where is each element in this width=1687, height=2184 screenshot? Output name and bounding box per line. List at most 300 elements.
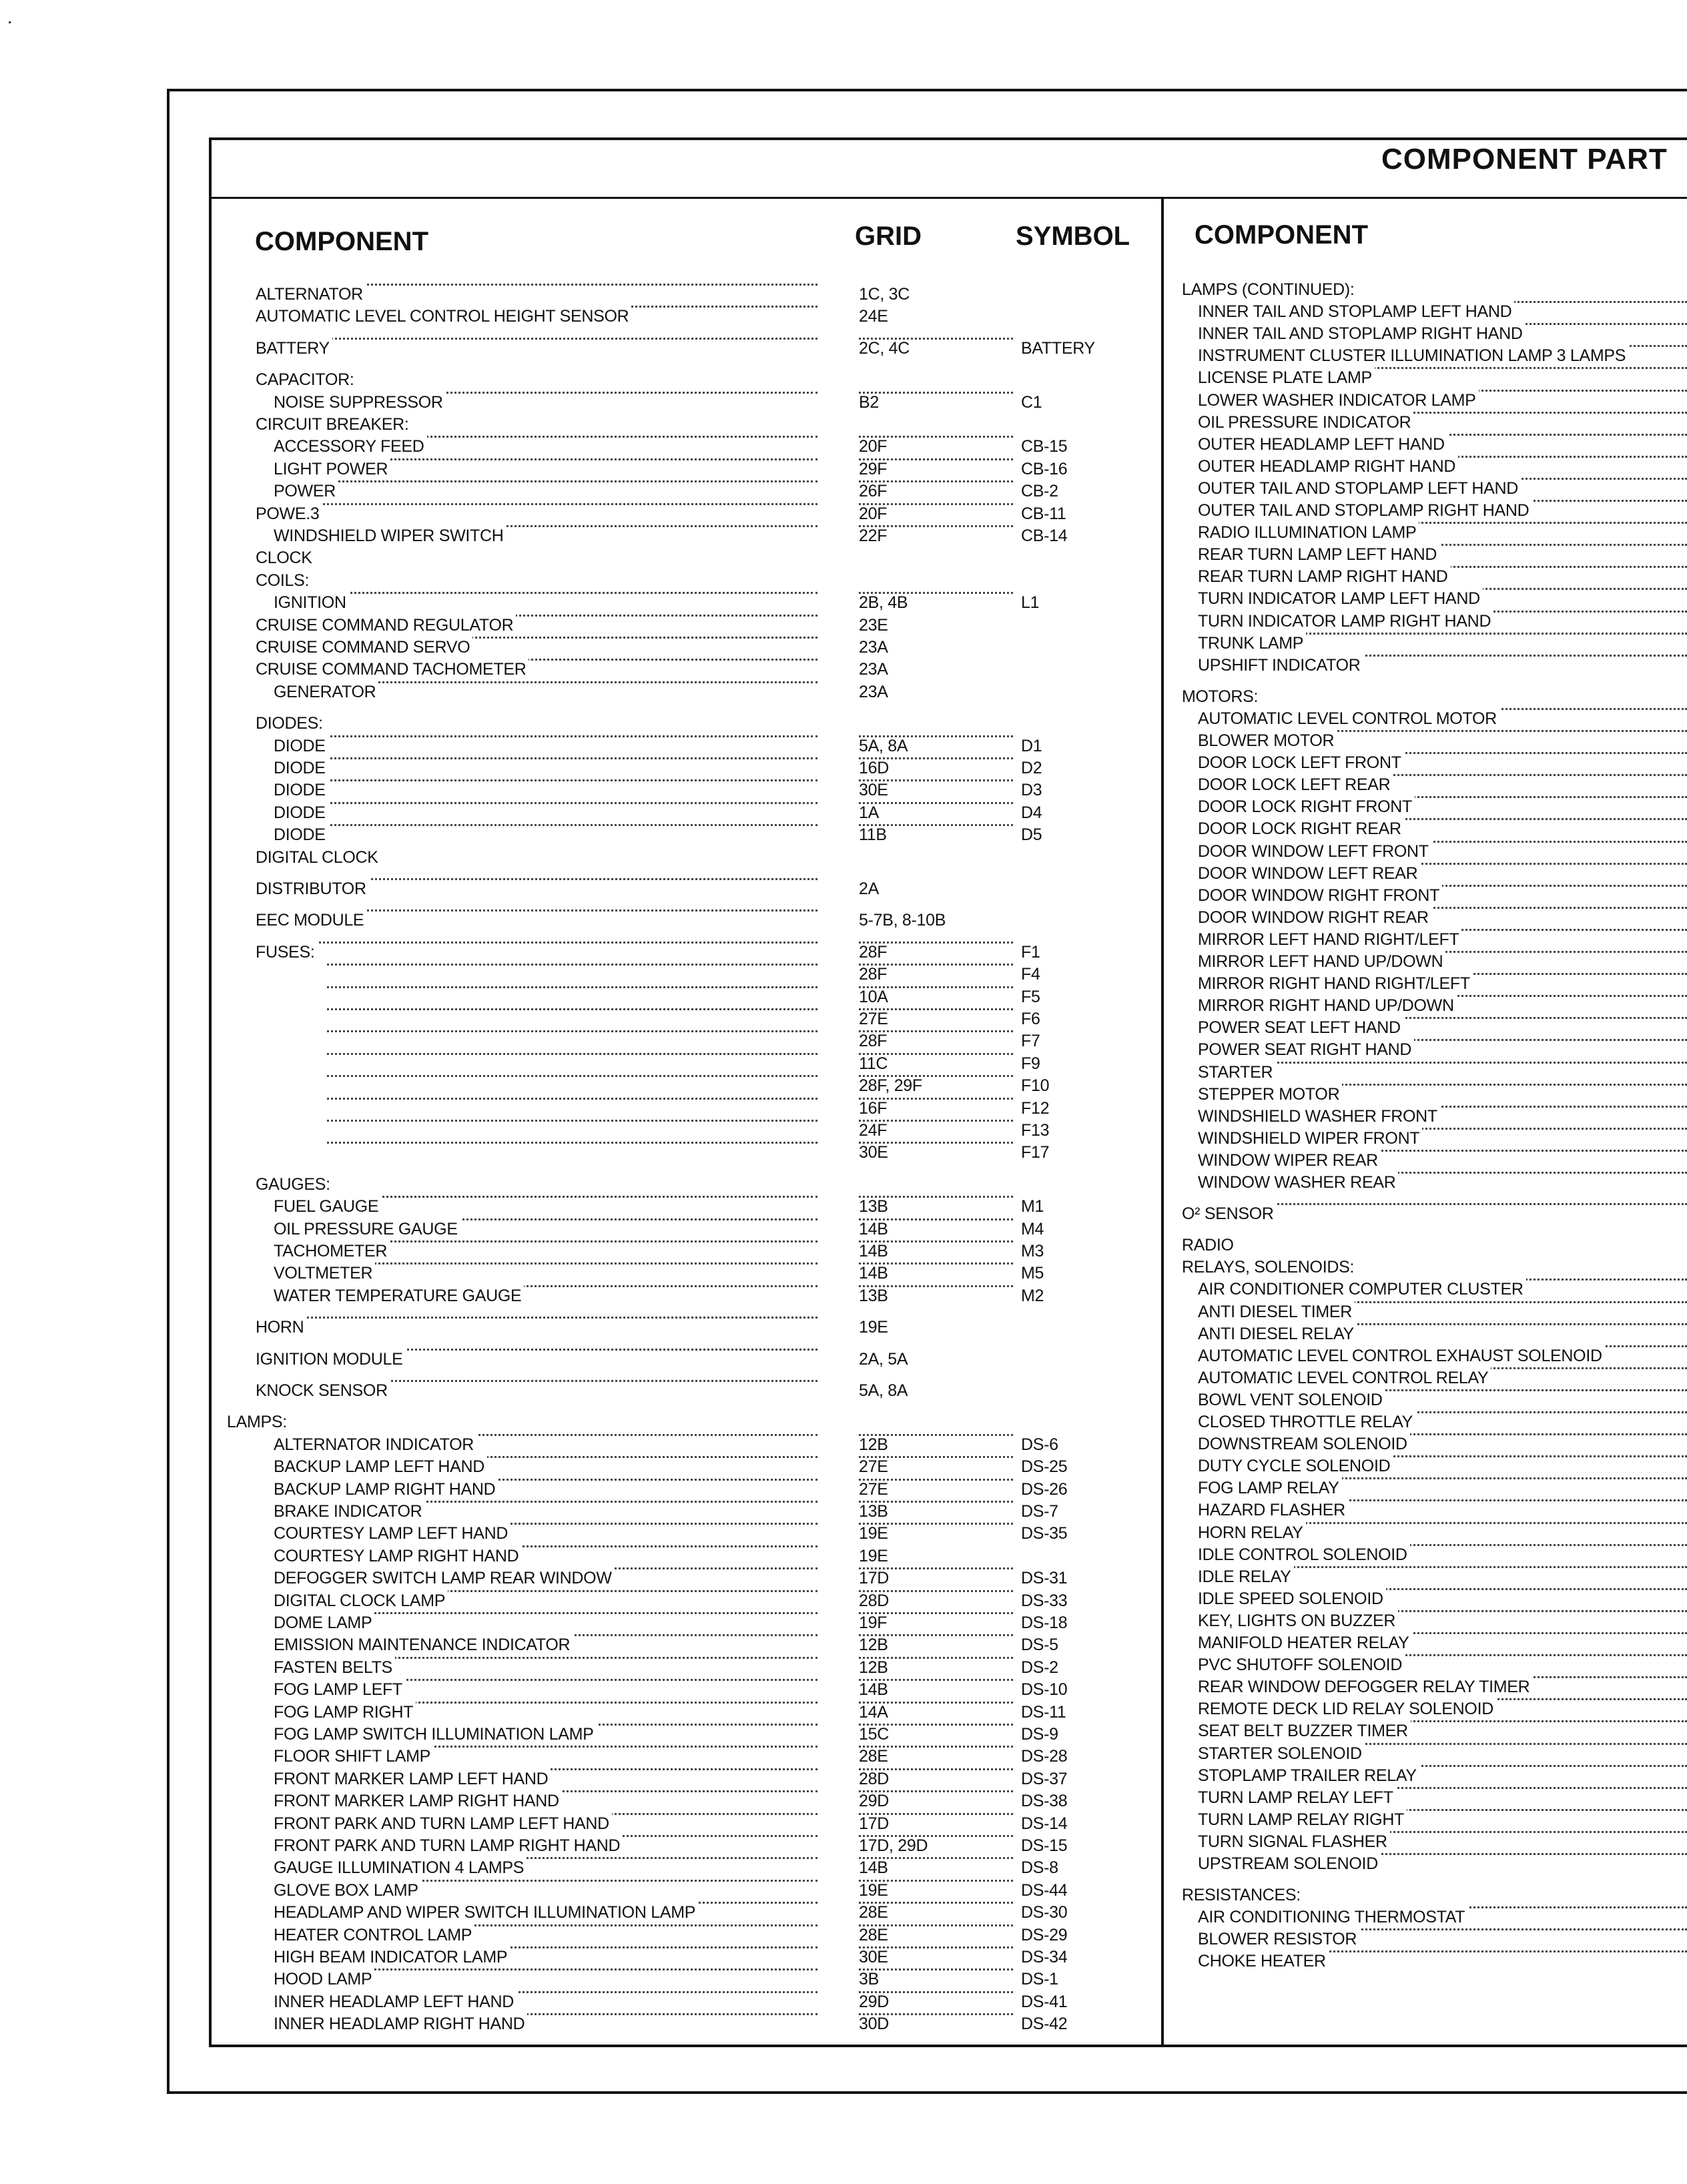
symbol-ref: F10 — [1021, 1076, 1050, 1096]
symbol-ref: M3 — [1021, 1242, 1044, 1260]
component-row — [0, 1084, 1687, 1106]
component-row — [0, 1367, 1687, 1389]
component-row — [0, 973, 1687, 995]
component-name: GAUGE ILLUMINATION 4 LAMPS — [274, 1857, 527, 1879]
component-row — [0, 1279, 1687, 1301]
grid-ref: 28D — [859, 1769, 889, 1788]
component-name: DIGITAL CLOCK — [256, 847, 381, 869]
component-name: TURN LAMP RELAY LEFT — [1198, 1787, 1396, 1809]
component-row — [0, 611, 1687, 633]
component-name: INSTRUMENT CLUSTER ILLUMINATION LAMP 3 LAMPS — [1198, 345, 1628, 367]
symbol-ref: DS-31 — [1021, 1569, 1068, 1588]
grid-ref: 22F — [859, 526, 888, 545]
component-name: WINDOW WIPER REAR — [1198, 1150, 1381, 1172]
component-name: BACKUP LAMP RIGHT HAND — [274, 1479, 498, 1501]
component-name: CHOKE HEATER — [1198, 1950, 1329, 1972]
component-row — [0, 841, 1687, 863]
title-rule — [209, 197, 1687, 199]
grid-ref: 14B — [859, 1219, 888, 1238]
component-name: FRONT MARKER LAMP LEFT HAND — [274, 1768, 551, 1790]
right-component-header: COMPONENT — [1195, 220, 1368, 250]
component-name: INNER TAIL AND STOPLAMP LEFT HAND — [1198, 301, 1514, 323]
grid-ref: 23A — [859, 682, 888, 701]
component-name: MIRROR LEFT HAND UP/DOWN — [1198, 951, 1445, 973]
component-name: CRUISE COMMAND REGULATOR — [256, 615, 516, 637]
component-name: FUSES: — [256, 942, 318, 964]
component-row — [0, 1433, 1687, 1455]
component-name: WINDSHIELD WIPER FRONT — [1198, 1128, 1422, 1150]
grid-ref: 2A — [859, 879, 879, 898]
component-name: CRUISE COMMAND TACHOMETER — [256, 659, 529, 681]
component-row — [0, 1588, 1687, 1610]
component-row — [0, 301, 1687, 323]
component-name: TACHOMETER — [274, 1240, 390, 1262]
grid-ref: 19E — [859, 1318, 888, 1337]
component-name: BRAKE INDICATOR — [274, 1501, 424, 1523]
component-name: POWE.3 — [256, 503, 322, 525]
symbol-ref: CB-11 — [1021, 504, 1066, 523]
component-row — [0, 1906, 1687, 1928]
component-name: AUTOMATIC LEVEL CONTROL EXHAUST SOLENOID — [1198, 1345, 1605, 1367]
component-name: INNER TAIL AND STOPLAMP RIGHT HAND — [1198, 323, 1526, 345]
grid-ref: 28F, 29F — [859, 1076, 922, 1096]
component-name: COILS: — [256, 570, 312, 592]
component-row — [0, 1301, 1687, 1323]
grid-ref: 28F — [859, 942, 888, 962]
component-name: LOWER WASHER INDICATOR LAMP — [1198, 390, 1479, 412]
grid-ref: 23A — [859, 660, 888, 679]
component-row — [0, 412, 1687, 434]
symbol-ref: CB-15 — [1021, 437, 1068, 456]
symbol-ref: F17 — [1021, 1143, 1050, 1162]
component-name: RELAYS, SOLENOIDS: — [1182, 1256, 1357, 1279]
symbol-ref: D5 — [1021, 825, 1042, 845]
component-name: AUTOMATIC LEVEL CONTROL HEIGHT SENSOR — [256, 306, 631, 328]
component-row — [0, 1610, 1687, 1632]
component-name: CLOCK — [256, 547, 315, 569]
component-name: POWER SEAT RIGHT HAND — [1198, 1039, 1414, 1061]
component-row — [0, 1928, 1687, 1950]
grid-ref: 12B — [859, 1635, 888, 1655]
component-row — [0, 1128, 1687, 1150]
component-name: DOME LAMP — [274, 1612, 374, 1634]
grid-ref: 30E — [859, 781, 888, 800]
component-name: FRONT PARK AND TURN LAMP LEFT HAND — [274, 1813, 612, 1835]
symbol-ref: DS-25 — [1021, 1457, 1068, 1477]
page-title: COMPONENT PART — [1381, 143, 1668, 175]
grid-ref: 14A — [859, 1702, 888, 1722]
symbol-ref: DS-37 — [1021, 1769, 1068, 1788]
component-row — [0, 1566, 1687, 1588]
grid-ref: 11C — [859, 1054, 888, 1073]
component-row — [0, 1787, 1687, 1809]
component-name: GLOVE BOX LAMP — [274, 1880, 421, 1902]
component-row — [0, 752, 1687, 774]
symbol-ref: M5 — [1021, 1264, 1044, 1283]
component-name: DUTY CYCLE SOLENOID — [1198, 1455, 1393, 1477]
component-row — [0, 1039, 1687, 1061]
component-row — [0, 434, 1687, 456]
component-row — [0, 1720, 1687, 1742]
component-name: MIRROR RIGHT HAND RIGHT/LEFT — [1198, 973, 1473, 995]
symbol-ref: D1 — [1021, 736, 1042, 755]
grid-ref: 5A, 8A — [859, 1381, 908, 1400]
component-name: PVC SHUTOFF SOLENOID — [1198, 1654, 1405, 1676]
grid-ref: 27E — [859, 1457, 888, 1477]
grid-ref: 15C — [859, 1725, 889, 1744]
symbol-ref: DS-28 — [1021, 1747, 1068, 1766]
component-name: BACKUP LAMP LEFT HAND — [274, 1456, 487, 1478]
component-row — [0, 390, 1687, 412]
component-name: REAR TURN LAMP RIGHT HAND — [1198, 566, 1451, 588]
component-name: IGNITION MODULE — [256, 1349, 406, 1371]
symbol-ref: DS-18 — [1021, 1613, 1068, 1632]
grid-ref: 28E — [859, 1925, 888, 1944]
component-name: TURN SIGNAL FLASHER — [1198, 1831, 1390, 1853]
component-name: LAMPS (CONTINUED): — [1182, 279, 1357, 301]
symbol-ref: DS-26 — [1021, 1479, 1068, 1499]
symbol-ref: CB-14 — [1021, 526, 1068, 545]
grid-ref: 17D — [859, 1814, 889, 1833]
component-name: CIRCUIT BREAKER: — [256, 414, 412, 436]
component-name: OUTER HEADLAMP RIGHT HAND — [1198, 456, 1458, 478]
component-row — [0, 1234, 1687, 1256]
symbol-ref: F13 — [1021, 1121, 1050, 1140]
component-name: DOOR LOCK RIGHT REAR — [1198, 818, 1404, 840]
grid-ref: 24F — [859, 1121, 888, 1140]
grid-ref: 28E — [859, 1747, 888, 1766]
grid-ref: 2C, 4C — [859, 338, 910, 358]
component-name: ALTERNATOR — [256, 284, 366, 306]
component-name: IDLE RELAY — [1198, 1566, 1294, 1588]
symbol-ref: DS-35 — [1021, 1524, 1068, 1543]
component-name: DOOR LOCK LEFT REAR — [1198, 774, 1393, 796]
symbol-ref: F9 — [1021, 1054, 1040, 1073]
component-name: IDLE SPEED SOLENOID — [1198, 1588, 1386, 1610]
grid-ref: 5-7B, 8-10B — [859, 911, 946, 930]
component-name: STOPLAMP TRAILER RELAY — [1198, 1765, 1419, 1787]
component-name: EMISSION MAINTENANCE INDICATOR — [274, 1634, 573, 1656]
symbol-ref: D2 — [1021, 759, 1042, 777]
component-row — [0, 1203, 1687, 1225]
component-row — [0, 907, 1687, 929]
symbol-ref: F7 — [1021, 1032, 1040, 1051]
component-row — [0, 655, 1687, 677]
component-row — [0, 1150, 1687, 1172]
component-name: NOISE SUPPRESSOR — [274, 392, 446, 414]
component-row — [0, 730, 1687, 752]
symbol-ref: DS-11 — [1021, 1702, 1066, 1722]
component-name: FRONT MARKER LAMP RIGHT HAND — [274, 1790, 562, 1812]
component-row — [0, 1831, 1687, 1853]
component-name: ANTI DIESEL RELAY — [1198, 1323, 1357, 1345]
component-row — [0, 588, 1687, 610]
component-row — [0, 1654, 1687, 1676]
grid-ref: 28D — [859, 1591, 889, 1610]
symbol-ref: DS-2 — [1021, 1658, 1058, 1677]
grid-ref: 19F — [859, 1613, 888, 1632]
grid-ref: 16F — [859, 1098, 888, 1118]
grid-ref: 23E — [859, 615, 888, 635]
component-row — [0, 1884, 1687, 1906]
grid-ref: 16D — [859, 759, 889, 777]
component-name: VOLTMETER — [274, 1262, 375, 1285]
component-name: MOTORS: — [1182, 686, 1261, 708]
symbol-ref: F5 — [1021, 987, 1040, 1006]
grid-ref: 5A, 8A — [859, 736, 908, 755]
component-name: IGNITION — [274, 592, 349, 614]
component-name: AIR CONDITIONER COMPUTER CLUSTER — [1198, 1279, 1526, 1301]
grid-ref: 3B — [859, 1970, 879, 1989]
component-name: IDLE CONTROL SOLENOID — [1198, 1544, 1410, 1566]
component-name: SEAT BELT BUZZER TIMER — [1198, 1720, 1411, 1742]
grid-ref: 28E — [859, 1903, 888, 1922]
component-row — [0, 929, 1687, 951]
component-row — [0, 1544, 1687, 1566]
component-name: DIGITAL CLOCK LAMP — [274, 1590, 448, 1612]
component-name: WATER TEMPERATURE GAUGE — [274, 1285, 524, 1307]
component-name: FUEL GAUGE — [274, 1196, 381, 1218]
component-name: AUTOMATIC LEVEL CONTROL RELAY — [1198, 1367, 1491, 1389]
component-name: STEPPER MOTOR — [1198, 1084, 1342, 1106]
component-name: HIGH BEAM INDICATOR LAMP — [274, 1946, 510, 1968]
component-row — [0, 774, 1687, 796]
grid-ref: 2A, 5A — [859, 1349, 908, 1369]
component-row — [0, 1477, 1687, 1499]
grid-ref: 2B, 4B — [859, 593, 908, 613]
component-name: TURN LAMP RELAY RIGHT — [1198, 1809, 1407, 1831]
symbol-ref: L1 — [1021, 593, 1040, 613]
component-name: DIODE — [274, 779, 328, 801]
symbol-ref: DS-41 — [1021, 1992, 1068, 2011]
component-name: CRUISE COMMAND SERVO — [256, 637, 472, 659]
symbol-ref: M1 — [1021, 1197, 1044, 1216]
component-row — [0, 478, 1687, 500]
component-row — [0, 1389, 1687, 1411]
symbol-ref: F6 — [1021, 1010, 1040, 1028]
grid-ref: 12B — [859, 1658, 888, 1677]
grid-ref: 13B — [859, 1502, 888, 1521]
component-name: INNER HEADLAMP RIGHT HAND — [274, 2013, 527, 2035]
component-name: DIODE — [274, 824, 328, 846]
grid-ref: 17D, 29D — [859, 1836, 928, 1855]
component-row — [0, 1765, 1687, 1787]
component-name: MIRROR LEFT HAND RIGHT/LEFT — [1198, 929, 1461, 951]
component-name: OIL PRESSURE GAUGE — [274, 1218, 460, 1240]
stray-mark: · — [7, 11, 13, 31]
grid-ref: 14B — [859, 1680, 888, 1700]
component-name: DIODES: — [256, 713, 326, 735]
grid-ref: 20F — [859, 437, 888, 456]
component-name: O² SENSOR — [1182, 1203, 1277, 1225]
symbol-ref: DS-6 — [1021, 1435, 1058, 1454]
component-row — [0, 2013, 1687, 2035]
symbol-ref: DS-33 — [1021, 1591, 1068, 1610]
grid-ref: 23A — [859, 638, 888, 657]
component-row — [0, 633, 1687, 655]
grid-ref: 30D — [859, 2015, 889, 2034]
component-row — [0, 544, 1687, 566]
grid-ref: 14B — [859, 1242, 888, 1260]
component-row — [0, 1809, 1687, 1831]
component-row — [0, 796, 1687, 818]
component-name: UPSHIFT INDICATOR — [1198, 655, 1363, 677]
grid-ref: 20F — [859, 504, 888, 523]
component-name: MIRROR RIGHT HAND UP/DOWN — [1198, 995, 1457, 1017]
component-name: COURTESY LAMP RIGHT HAND — [274, 1545, 521, 1567]
component-name: REAR WINDOW DEFOGGER RELAY TIMER — [1198, 1676, 1532, 1698]
symbol-ref: DS-1 — [1021, 1970, 1058, 1989]
component-name: TURN INDICATOR LAMP RIGHT HAND — [1198, 611, 1493, 633]
component-name: OUTER HEADLAMP LEFT HAND — [1198, 434, 1447, 456]
component-row — [0, 345, 1687, 367]
grid-ref: 14B — [859, 1858, 888, 1878]
component-row — [0, 1411, 1687, 1433]
component-name: MANIFOLD HEATER RELAY — [1198, 1632, 1411, 1654]
component-row — [0, 1950, 1687, 1972]
component-name: FASTEN BELTS — [274, 1657, 395, 1679]
symbol-ref: DS-15 — [1021, 1836, 1068, 1855]
component-name: OUTER TAIL AND STOPLAMP LEFT HAND — [1198, 478, 1521, 500]
grid-ref: 10A — [859, 987, 888, 1006]
component-row — [0, 1172, 1687, 1194]
grid-ref: 26F — [859, 482, 888, 501]
symbol-ref: C1 — [1021, 392, 1042, 412]
component-name: KNOCK SENSOR — [256, 1380, 390, 1402]
symbol-ref: DS-44 — [1021, 1880, 1068, 1900]
symbol-ref: F12 — [1021, 1098, 1050, 1118]
symbol-ref: BATTERY — [1021, 338, 1095, 358]
symbol-ref: DS-42 — [1021, 2015, 1068, 2034]
component-row — [0, 1499, 1687, 1521]
symbol-ref: D4 — [1021, 803, 1042, 822]
component-name: OUTER TAIL AND STOPLAMP RIGHT HAND — [1198, 500, 1532, 522]
grid-ref: 29F — [859, 459, 888, 478]
component-name: REAR TURN LAMP LEFT HAND — [1198, 544, 1439, 566]
component-name: ACCESSORY FEED — [274, 436, 427, 458]
component-row — [0, 1062, 1687, 1084]
component-row — [0, 818, 1687, 840]
component-row — [0, 1743, 1687, 1765]
component-name: WINDSHIELD WASHER FRONT — [1198, 1106, 1440, 1128]
component-name: GENERATOR — [274, 681, 378, 703]
component-name: WINDOW WASHER REAR — [1198, 1172, 1398, 1194]
component-row — [0, 1698, 1687, 1720]
component-name: HAZARD FLASHER — [1198, 1499, 1348, 1521]
component-name: STARTER SOLENOID — [1198, 1743, 1365, 1765]
component-name: FOG LAMP LEFT — [274, 1679, 405, 1701]
component-row — [0, 1455, 1687, 1477]
symbol-ref: M2 — [1021, 1286, 1044, 1305]
grid-ref: 14B — [859, 1264, 888, 1283]
component-name: DIODE — [274, 802, 328, 824]
symbol-ref: DS-8 — [1021, 1858, 1058, 1878]
symbol-ref: DS-9 — [1021, 1725, 1058, 1744]
component-row — [0, 1522, 1687, 1544]
component-name: GAUGES: — [256, 1174, 333, 1196]
component-name: LIGHT POWER — [274, 458, 390, 480]
component-name: POWER — [274, 480, 338, 502]
component-row — [0, 367, 1687, 389]
component-name: AUTOMATIC LEVEL CONTROL MOTOR — [1198, 708, 1499, 730]
component-name: FOG LAMP RIGHT — [274, 1702, 416, 1724]
component-row — [0, 1632, 1687, 1654]
component-name: BLOWER RESISTOR — [1198, 1928, 1359, 1950]
grid-ref: 11B — [859, 825, 887, 845]
grid-ref: B2 — [859, 392, 879, 412]
symbol-ref: F1 — [1021, 942, 1040, 962]
component-row — [0, 1345, 1687, 1367]
component-name: DOWNSTREAM SOLENOID — [1198, 1433, 1410, 1455]
component-row — [0, 500, 1687, 522]
component-name: DISTRIBUTOR — [256, 878, 369, 900]
component-name: OIL PRESSURE INDICATOR — [1198, 412, 1413, 434]
component-name: FOG LAMP RELAY — [1198, 1477, 1342, 1499]
grid-ref: 17D — [859, 1569, 889, 1588]
grid-ref: 30E — [859, 1143, 888, 1162]
grid-ref: 29D — [859, 1992, 889, 2011]
component-row — [0, 1676, 1687, 1698]
symbol-ref: DS-5 — [1021, 1635, 1058, 1655]
component-name: ANTI DIESEL TIMER — [1198, 1301, 1355, 1323]
component-name: KEY, LIGHTS ON BUZZER — [1198, 1610, 1398, 1632]
component-name: RADIO ILLUMINATION LAMP — [1198, 522, 1419, 544]
component-row — [0, 279, 1687, 301]
left-symbol-header: SYMBOL — [1016, 222, 1130, 251]
component-name: FRONT PARK AND TURN LAMP RIGHT HAND — [274, 1835, 623, 1857]
component-name: REMOTE DECK LID RELAY SOLENOID — [1198, 1698, 1496, 1720]
left-component-header: COMPONENT — [255, 227, 428, 256]
grid-ref: 24E — [859, 307, 888, 326]
component-name: HOOD LAMP — [274, 1968, 374, 1990]
symbol-ref: DS-29 — [1021, 1925, 1068, 1944]
grid-ref: 28F — [859, 1032, 888, 1051]
component-row — [0, 1017, 1687, 1039]
grid-ref: 19E — [859, 1524, 888, 1543]
grid-ref: 13B — [859, 1286, 888, 1305]
left-grid-header: GRID — [855, 222, 922, 251]
grid-ref: 27E — [859, 1479, 888, 1499]
symbol-ref: F4 — [1021, 965, 1040, 984]
symbol-ref: M4 — [1021, 1219, 1044, 1238]
component-name: DOOR WINDOW LEFT REAR — [1198, 863, 1420, 885]
component-name: DOOR WINDOW LEFT FRONT — [1198, 841, 1431, 863]
grid-ref: 13B — [859, 1197, 888, 1216]
component-row — [0, 686, 1687, 708]
component-name: DOOR WINDOW RIGHT FRONT — [1198, 885, 1442, 907]
component-name: HORN — [256, 1317, 306, 1339]
grid-ref: 19E — [859, 1546, 888, 1565]
component-name: UPSTREAM SOLENOID — [1198, 1853, 1381, 1875]
symbol-ref: D3 — [1021, 781, 1042, 800]
component-name: CAPACITOR: — [256, 369, 357, 391]
grid-ref: 29D — [859, 1792, 889, 1811]
component-name: HEATER CONTROL LAMP — [274, 1924, 474, 1946]
symbol-ref: CB-16 — [1021, 459, 1068, 478]
component-name: TURN INDICATOR LAMP LEFT HAND — [1198, 588, 1483, 610]
component-row — [0, 1256, 1687, 1279]
component-name: DOOR WINDOW RIGHT REAR — [1198, 907, 1431, 929]
symbol-ref: DS-14 — [1021, 1814, 1068, 1833]
component-name: DIODE — [274, 735, 328, 757]
component-row — [0, 995, 1687, 1017]
component-name: POWER SEAT LEFT HAND — [1198, 1017, 1403, 1039]
grid-ref: 27E — [859, 1010, 888, 1028]
symbol-ref: DS-7 — [1021, 1502, 1058, 1521]
component-name: DIODE — [274, 757, 328, 779]
component-row — [0, 522, 1687, 544]
component-name: STARTER — [1198, 1062, 1275, 1084]
